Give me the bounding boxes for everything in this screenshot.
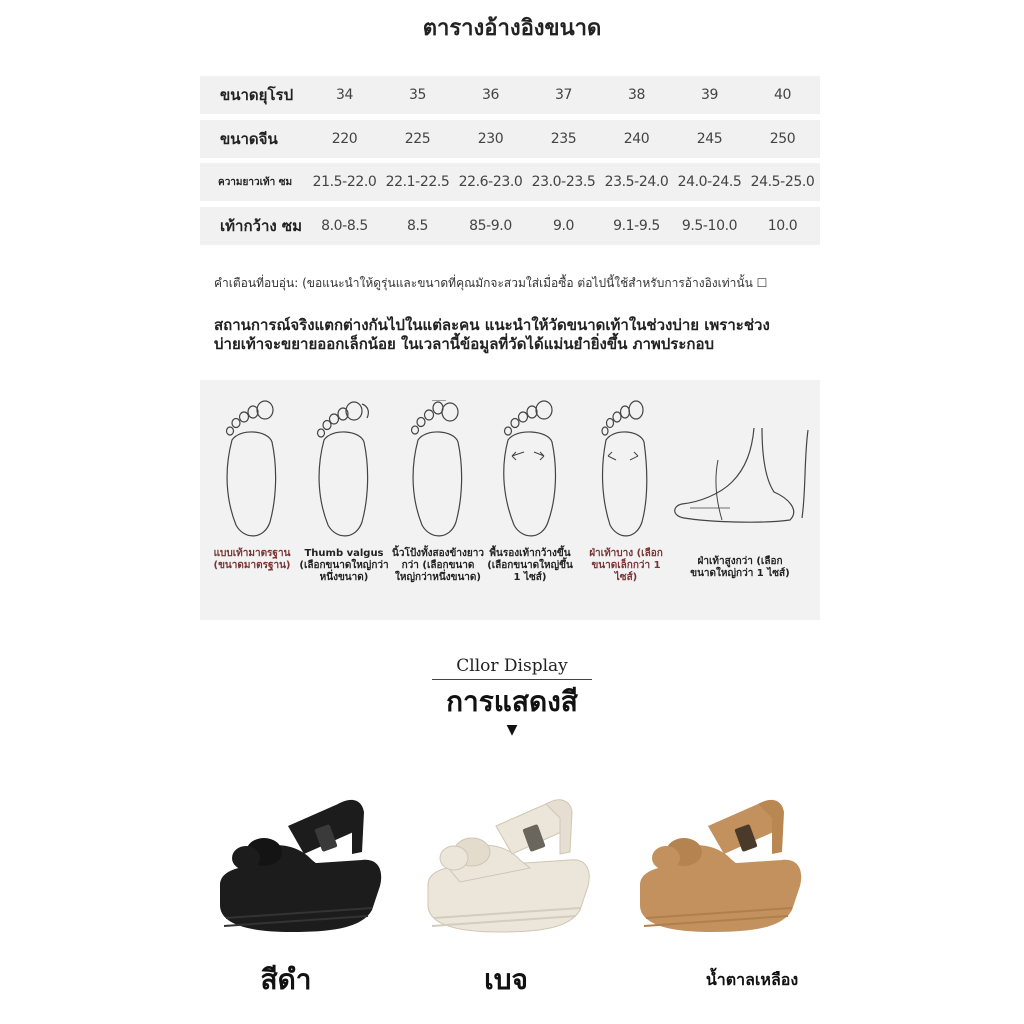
row-label: ความยาวเท้า ซม	[218, 176, 293, 188]
table-row-cn	[200, 120, 820, 158]
table-cell: 8.5	[406, 218, 429, 234]
down-arrow-icon: ▼	[506, 722, 518, 738]
table-cell: 85-9.0	[469, 218, 512, 234]
beige-sandal-image	[420, 790, 600, 940]
table-cell: 40	[773, 87, 791, 103]
table-cell: 22.1-22.5	[385, 174, 450, 190]
table-cell: 24.0-24.5	[677, 174, 742, 190]
table-cell: 22.6-23.0	[458, 174, 523, 190]
table-cell: 10.0	[767, 218, 798, 234]
table-cell: 9.0	[552, 218, 575, 234]
row-label: เท้ากว้าง ซม	[220, 217, 302, 235]
table-cell: 24.5-25.0	[750, 174, 815, 190]
table-cell: 38	[627, 87, 645, 103]
table-cell: 35	[408, 87, 426, 103]
table-cell: 9.1-9.5	[613, 218, 660, 234]
foot-caption: พื้นรองเท้ากว้างขึ้น (เลือกขนาดใหญ่ขึ้น 1 ไซส์)	[487, 548, 573, 583]
table-row-foot-length	[200, 163, 820, 201]
color-display-heading: การแสดงสี	[446, 685, 578, 718]
standard-foot-icon	[220, 400, 282, 540]
high-instep-foot-icon	[670, 420, 810, 530]
table-cell: 36	[481, 87, 499, 103]
table-cell: 245	[696, 131, 723, 147]
advice-line: บ่ายเท้าจะขยายออกเล็กน้อย ในเวลานี้ข้อมูลที่วัดได้แม่นยำยิ่งขึ้น ภาพประกอบ	[214, 335, 715, 353]
table-cell: 37	[554, 87, 572, 103]
table-cell: 23.0-23.5	[531, 174, 596, 190]
row-label: ขนาดจีน	[220, 130, 278, 148]
row-label: ขนาดยุโรป	[220, 86, 294, 104]
table-cell: 225	[404, 131, 431, 147]
black-sandal-image	[212, 790, 392, 940]
color-label-beige: เบจ	[484, 963, 528, 996]
table-cell: 240	[623, 131, 650, 147]
table-cell: 8.0-8.5	[321, 218, 368, 234]
foot-caption: นิ้วโป้งทั้งสองข้างยาวกว่า (เลือกขนาดใหญ่กว่าหนึ่งขนาด)	[392, 548, 484, 583]
foot-caption: Thumb valgus (เลือกขนาดใหญ่กว่าหนึ่งขนาด)	[299, 548, 389, 583]
advice-line: สถานการณ์จริงแตกต่างกันไปในแต่ละคน แนะนำให้วัดขนาดเท้าในช่วงบ่าย เพราะช่วง	[214, 316, 770, 334]
foot-type-illustrations	[200, 380, 820, 620]
thumb-valgus-foot-icon	[312, 400, 374, 540]
foot-caption: ฝ่าเท้าบาง (เลือกขนาดเล็กกว่า 1 ไซส์)	[589, 548, 663, 583]
color-label-black: สีดำ	[260, 963, 312, 996]
warning-note: คำเตือนที่อบอุ่น: (ขอแนะนำให้ดูรุ่นและขนาดที่คุณมักจะสวมใส่เมื่อซื้อ ต่อไปนี้ใช้สำหรับการอ้างอิงเท่านั้น ☐	[214, 276, 768, 290]
long-toe-foot-icon	[406, 400, 468, 540]
foot-caption: ฝ่าเท้าสูงกว่า (เลือกขนาดใหญ่กว่า 1 ไซส์)	[690, 556, 790, 579]
table-cell: 9.5-10.0	[681, 218, 738, 234]
table-row-eu	[200, 76, 820, 114]
table-cell: 39	[700, 87, 718, 103]
table-cell: 21.5-22.0	[312, 174, 377, 190]
table-cell: 220	[331, 131, 358, 147]
color-display-heading-en: Cllor Display	[456, 656, 568, 676]
page-title: ตารางอ้างอิงขนาด	[422, 16, 602, 41]
table-cell: 235	[550, 131, 577, 147]
color-label-brown: น้ำตาลเหลือง	[705, 970, 799, 989]
table-cell: 250	[769, 131, 796, 147]
measurement-advice	[214, 316, 814, 354]
table-cell: 23.5-24.0	[604, 174, 669, 190]
thin-foot-icon	[594, 400, 656, 540]
table-row-foot-width	[200, 207, 820, 245]
table-cell: 34	[335, 87, 353, 103]
wide-foot-icon	[498, 400, 560, 540]
table-cell: 230	[477, 131, 504, 147]
brown-sandal-image	[632, 790, 812, 940]
foot-caption: แบบเท้ามาตรฐาน (ขนาดมาตรฐาน)	[213, 548, 291, 571]
